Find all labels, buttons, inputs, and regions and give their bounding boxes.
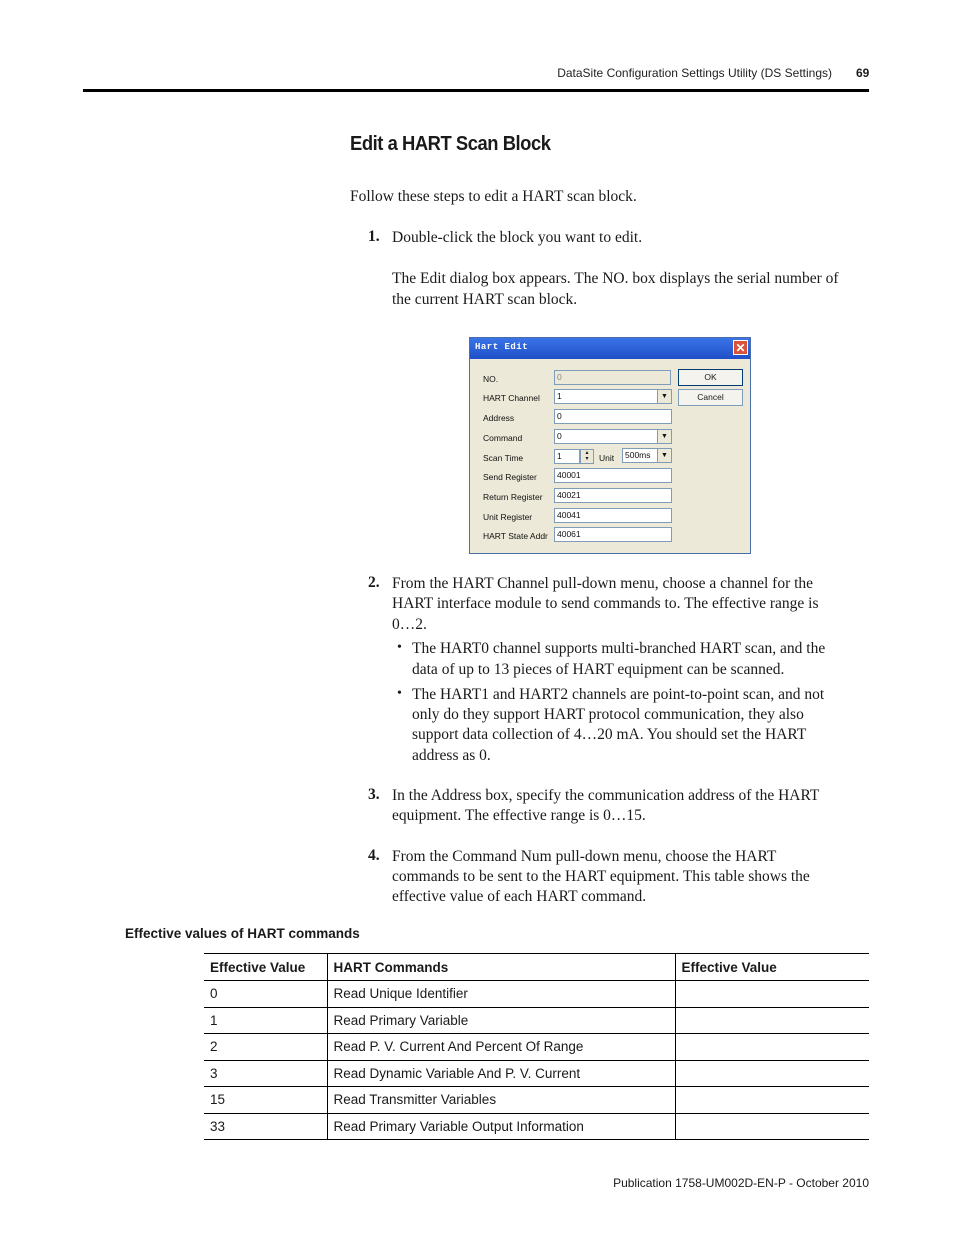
step-2-line3: 0…2. bbox=[392, 616, 427, 633]
column-header: Effective Value bbox=[204, 954, 327, 981]
publication-footer: Publication 1758-UM002D-EN-P - October 2010 bbox=[613, 1176, 869, 1190]
step-3-line1: In the Address box, specify the communication address of the HART bbox=[392, 787, 820, 804]
step-2-line1: From the HART Channel pull-down menu, choose a channel for the bbox=[392, 575, 814, 592]
table-cell: Read P. V. Current And Percent Of Range bbox=[327, 1034, 675, 1061]
step-1-note-line1: The Edit dialog box appears. The NO. box displays the serial number of bbox=[392, 270, 839, 287]
unit-value: 500ms bbox=[625, 450, 651, 460]
bullet-2-line2: only do they support HART protocol communication, they also bbox=[412, 706, 804, 723]
step-1-note-line2: the current HART scan block. bbox=[392, 291, 578, 308]
table-cell: 15 bbox=[204, 1087, 327, 1114]
intro-paragraph: Follow these steps to edit a HART scan block. bbox=[350, 188, 637, 205]
table-row bbox=[204, 1034, 869, 1061]
table-cell bbox=[675, 1060, 869, 1087]
table-cell: Read Unique Identifier bbox=[327, 981, 675, 1008]
table-row bbox=[204, 1060, 869, 1087]
running-header: DataSite Configuration Settings Utility (DS Settings) bbox=[557, 66, 832, 80]
step-1-number: 1. bbox=[368, 228, 380, 245]
step-4-line2: commands to be sent to the HART equipment. This table shows the bbox=[392, 868, 810, 885]
column-header: Effective Value bbox=[675, 954, 869, 981]
table-header-row bbox=[204, 954, 869, 981]
channel-select[interactable] bbox=[554, 389, 672, 404]
step-1-text: Double-click the block you want to edit. bbox=[392, 229, 643, 246]
step-3-number: 3. bbox=[368, 786, 380, 803]
scan-time-field[interactable]: 1 bbox=[554, 449, 580, 464]
send-register-field[interactable]: 40001 bbox=[554, 468, 672, 483]
step-3-line2: equipment. The effective range is 0…15. bbox=[392, 807, 646, 824]
return-register-label: Return Register bbox=[483, 492, 543, 502]
hart-commands-table bbox=[204, 953, 869, 1140]
step-4-line1: From the Command Num pull-down menu, choose the HART bbox=[392, 848, 777, 865]
hart-edit-dialog bbox=[469, 337, 751, 554]
chevron-down-icon[interactable]: ▼ bbox=[657, 390, 671, 403]
address-field[interactable]: 0 bbox=[554, 409, 672, 424]
send-register-label: Send Register bbox=[483, 472, 537, 482]
state-addr-field[interactable]: 40061 bbox=[554, 527, 672, 542]
no-label: NO. bbox=[483, 374, 499, 384]
table-cell: Read Primary Variable bbox=[327, 1007, 675, 1034]
address-label: Address bbox=[483, 413, 515, 423]
table-cell: Read Dynamic Variable And P. V. Current bbox=[327, 1060, 675, 1087]
step-2-number: 2. bbox=[368, 574, 380, 591]
unit-register-label: Unit Register bbox=[483, 512, 533, 522]
dialog-titlebar bbox=[470, 338, 750, 359]
table-cell: 0 bbox=[204, 981, 327, 1008]
bullet-2-line1: The HART1 and HART2 channels are point-to-point scan, and not bbox=[412, 686, 825, 703]
chevron-down-icon[interactable]: ▼ bbox=[657, 449, 671, 462]
state-addr-label: HART State Addr bbox=[483, 531, 548, 541]
table-cell: 33 bbox=[204, 1113, 327, 1140]
table-cell bbox=[675, 1087, 869, 1114]
command-label: Command bbox=[483, 433, 523, 443]
unit-register-field[interactable]: 40041 bbox=[554, 508, 672, 523]
close-icon[interactable]: ✕ bbox=[733, 340, 748, 355]
table-cell: Read Primary Variable Output Information bbox=[327, 1113, 675, 1140]
ok-button[interactable]: OK bbox=[678, 369, 743, 386]
bullet-2-line3: support data collection of 4…20 mA. You should set the HART bbox=[412, 726, 807, 743]
bullet-icon: • bbox=[397, 686, 402, 701]
bullet-icon: • bbox=[397, 640, 402, 655]
table-row bbox=[204, 981, 869, 1008]
table-cell: 2 bbox=[204, 1034, 327, 1061]
table-title: Effective values of HART commands bbox=[125, 926, 360, 941]
step-4-line3: effective value of each HART command. bbox=[392, 888, 647, 905]
table-cell: 3 bbox=[204, 1060, 327, 1087]
unit-select[interactable] bbox=[622, 448, 672, 463]
column-header: HART Commands bbox=[327, 954, 675, 981]
unit-label: Unit bbox=[599, 453, 615, 463]
command-select[interactable] bbox=[554, 429, 672, 444]
table-cell bbox=[675, 1034, 869, 1061]
chevron-down-icon[interactable]: ▼ bbox=[657, 430, 671, 443]
return-register-field[interactable]: 40021 bbox=[554, 488, 672, 503]
section-title: Edit a HART Scan Block bbox=[350, 133, 551, 155]
cancel-button[interactable]: Cancel bbox=[678, 389, 743, 406]
bullet-2-line4: address as 0. bbox=[412, 747, 491, 764]
header-rule bbox=[83, 89, 869, 92]
channel-value: 1 bbox=[557, 391, 562, 401]
table-row bbox=[204, 1007, 869, 1034]
bullet-1-line2: data of up to 13 pieces of HART equipment can be scanned. bbox=[412, 661, 785, 678]
table-row bbox=[204, 1087, 869, 1114]
table-cell bbox=[675, 981, 869, 1008]
table-cell: 1 bbox=[204, 1007, 327, 1034]
bullet-1-line1: The HART0 channel supports multi-branched HART scan, and the bbox=[412, 640, 826, 657]
command-value: 0 bbox=[557, 431, 562, 441]
dialog-title: Hart Edit bbox=[475, 342, 529, 352]
page-number: 69 bbox=[856, 66, 870, 80]
step-4-number: 4. bbox=[368, 847, 380, 864]
table-cell bbox=[675, 1007, 869, 1034]
channel-label: HART Channel bbox=[483, 393, 540, 403]
table-row bbox=[204, 1113, 869, 1140]
table-cell bbox=[675, 1113, 869, 1140]
table-cell: Read Transmitter Variables bbox=[327, 1087, 675, 1114]
scan-time-label: Scan Time bbox=[483, 453, 524, 463]
scan-time-stepper[interactable]: ▴ ▾ bbox=[580, 449, 594, 464]
no-field: 0 bbox=[554, 370, 671, 385]
step-2-line2: HART interface module to send commands to. The effective range is bbox=[392, 595, 819, 612]
